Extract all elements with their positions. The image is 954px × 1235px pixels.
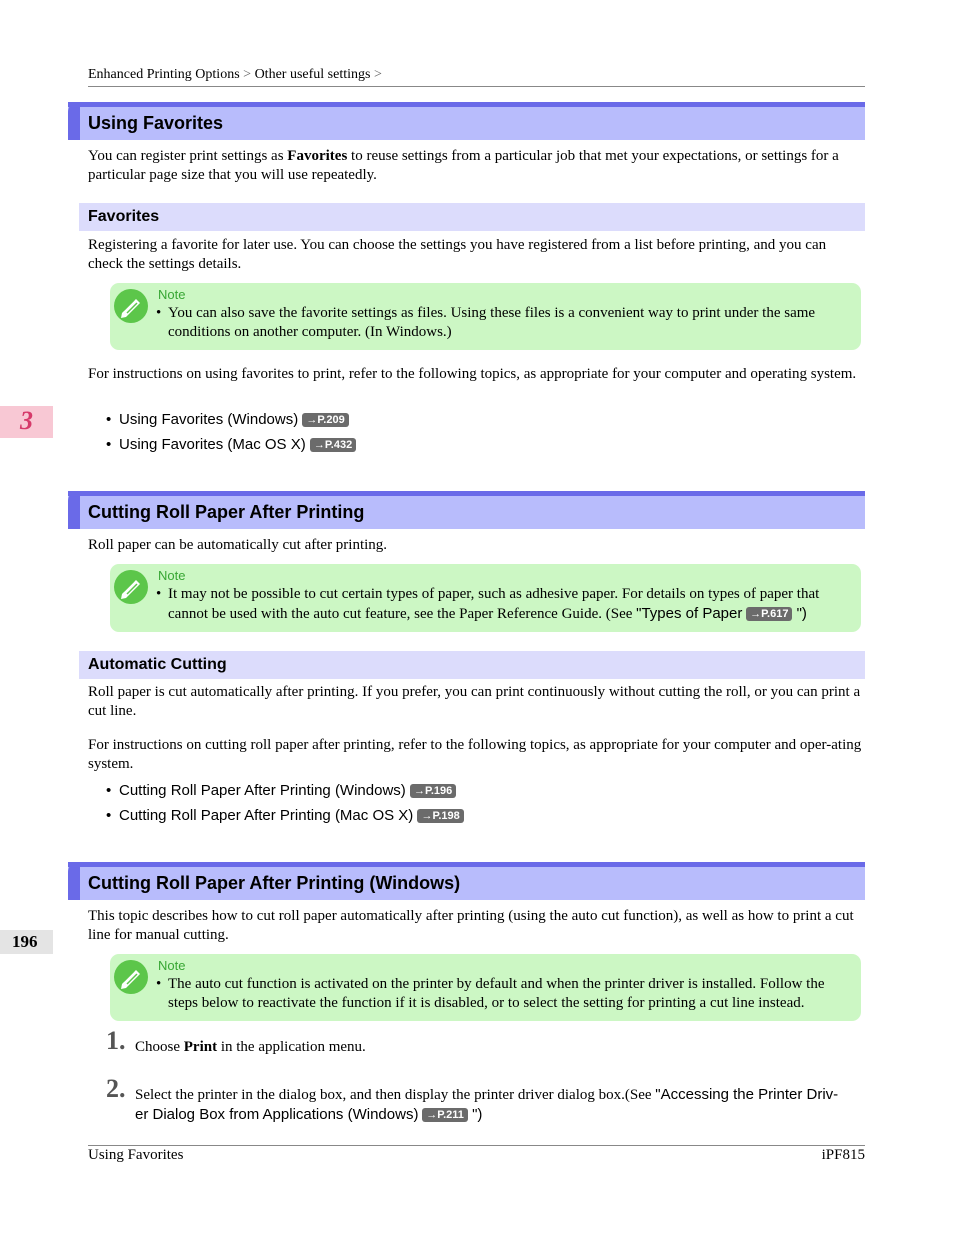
breadcrumb-item[interactable]: Other useful settings [254,67,371,82]
note-text: You can also save the favorite settings as files. Using these files is a convenient way to print under the same conditions on another computer. (In Windows.) [168,305,816,340]
topic-link[interactable]: Cutting Roll Paper After Printing (Windows) [119,782,406,799]
note-label: Note [158,287,186,302]
heading-text: Cutting Roll Paper After Printing (Windows) [88,873,461,893]
footer-section-title: Using Favorites [88,1147,184,1163]
intro-text: to reuse settings from a particular job that met your expectations, or settings for a particular page size that you will use repeatedly. [88,148,839,183]
subsection-heading-automatic-cutting [79,651,865,679]
pencil-note-icon [114,570,148,604]
note-label: Note [158,568,186,583]
note-box [110,954,861,1021]
topic-link[interactable]: Cutting Roll Paper After Printing (Mac OS X) [119,807,414,824]
favorites-term: Favorites [287,148,348,164]
footer-divider [88,1145,865,1146]
heading-text: Automatic Cutting [88,656,227,673]
bullet: • [156,305,162,321]
automatic-cutting-instructions: For instructions on cutting roll paper after printing, refer to the following topics, as appropriate for your computer and oper-ating system. [88,737,862,772]
step-text [135,1085,867,1125]
topic-link[interactable]: Using Favorites (Windows) [119,411,299,428]
breadcrumb [88,67,865,87]
pencil-note-icon [114,289,148,323]
note-text [168,585,854,624]
breadcrumb-separator: > [243,67,252,82]
page-number-box [0,930,53,954]
page-ref-link[interactable]: →P.196 [410,784,456,798]
heading-accent-bar [68,102,80,140]
subsection-heading-favorites [79,203,865,231]
print-command: Print [183,1039,218,1055]
note-text: The auto cut function is activated on the printer by default and when the printer driver is installed. Follow the steps below to reactivate the function if it is disabled, or to select the setting for printing a cut line instead. [168,976,825,1011]
note-text-part: It may not be possible to cut certain types of paper, such as adhesive paper. For details on types of paper that cannot be used with the auto cut feature, see the Paper Reference Guide. (See [168,586,820,622]
section-heading-using-favorites [68,102,865,140]
step-text-part: in the application menu. [217,1039,366,1055]
chapter-tab [0,406,53,438]
accessing-driver-link[interactable]: "Accessing the Printer Driv- [655,1086,839,1103]
bullet: • [156,586,162,602]
heading-text: Using Favorites [88,113,224,133]
using-favorites-intro [88,147,864,185]
page-ref-link[interactable]: →P.198 [417,809,463,823]
step-text-part: Select the printer in the dialog box, and then display the printer driver dialog box.(See [135,1087,656,1103]
cutting-windows-body: This topic describes how to cut roll paper automatically after printing (using the auto cut function), as well as how to print a cut line for manual cutting. [88,908,854,943]
heading-accent-bar [68,862,80,900]
step-text [135,1038,865,1057]
types-of-paper-link[interactable]: "Types of Paper [636,605,743,622]
note-box [110,564,861,632]
step-number: 2. [106,1074,126,1103]
page-ref-link[interactable]: →P.211 [422,1108,468,1122]
heading-accent-bar [68,491,80,529]
chapter-number: 3 [20,406,33,435]
note-label: Note [158,958,186,973]
note-box [110,283,861,350]
accessing-driver-link[interactable]: er Dialog Box from Applications (Windows) [135,1106,419,1123]
page-number: 196 [12,932,38,951]
bullet: • [156,976,162,992]
heading-text: Favorites [88,208,160,225]
favorites-instructions: For instructions on using favorites to print, refer to the following topics, as appropriate for your computer and operating system. [88,366,857,382]
page-ref-link[interactable]: →P.617 [746,607,792,621]
automatic-cutting-body: Roll paper is cut automatically after printing. If you prefer, you can print continuously without cutting the roll, or you can print a cut line. [88,684,861,719]
cutting-roll-body: Roll paper can be automatically cut after printing. [88,537,388,553]
topic-link[interactable]: Using Favorites (Mac OS X) [119,436,306,453]
step-number: 1. [106,1026,126,1055]
pencil-note-icon [114,960,148,994]
footer-model-name: iPF815 [821,1147,865,1163]
step-text-part: Choose [135,1039,184,1055]
list-item: • Using Favorites (Mac OS X) →P.432 [106,436,356,453]
note-text-part: ") [792,605,807,622]
section-heading-cutting-roll [68,491,865,529]
list-item: • Using Favorites (Windows) →P.209 [106,411,349,428]
step-text-part: ") [467,1106,483,1123]
heading-text: Cutting Roll Paper After Printing [88,502,365,522]
list-item: • Cutting Roll Paper After Printing (Mac OS X) →P.198 [106,807,464,824]
page-ref-link[interactable]: →P.209 [302,413,348,427]
page-ref-link[interactable]: →P.432 [310,438,356,452]
breadcrumb-separator: > [373,67,382,82]
intro-text: You can register print settings as [88,148,288,164]
favorites-body: Registering a favorite for later use. You can choose the settings you have registered from a list before printing, and you can check the settings details. [88,237,827,272]
list-item: • Cutting Roll Paper After Printing (Windows) →P.196 [106,782,456,799]
breadcrumb-item[interactable]: Enhanced Printing Options [88,67,240,82]
section-heading-cutting-windows [68,862,865,900]
